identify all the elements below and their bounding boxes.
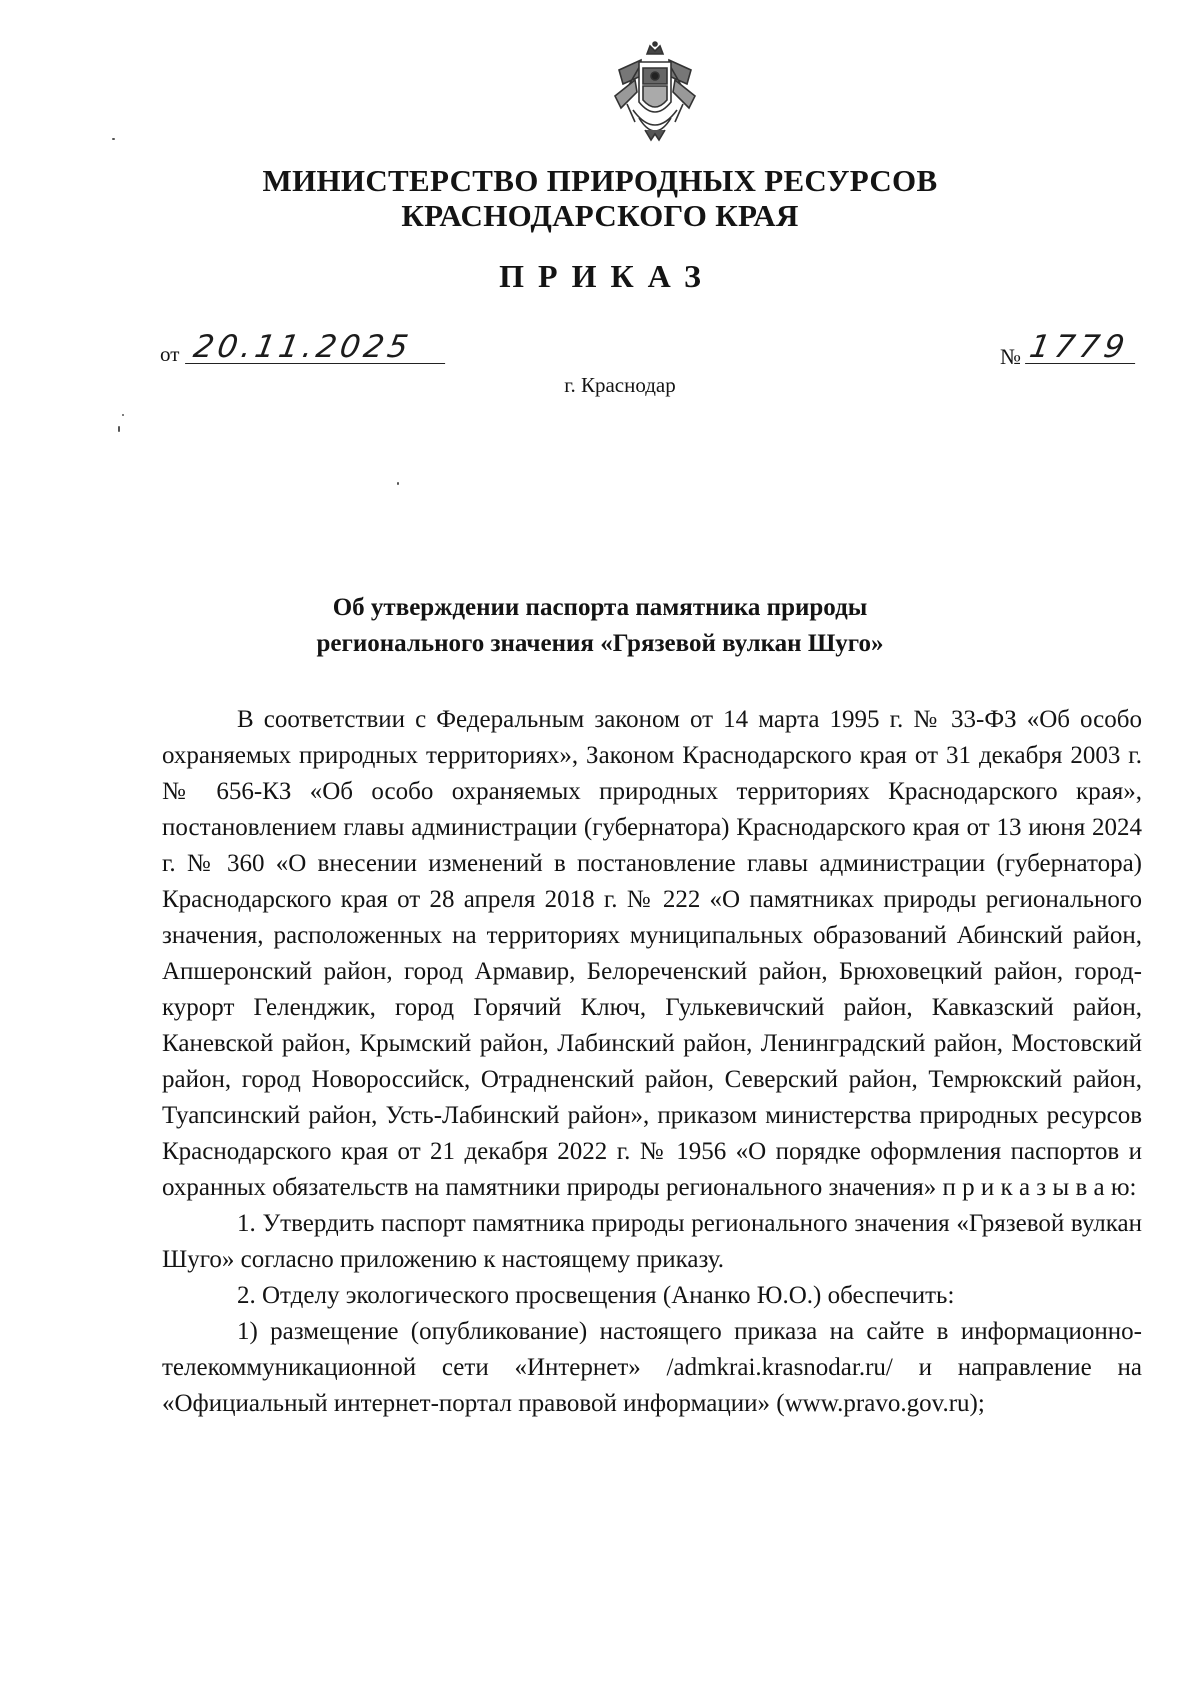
item-2-1-paragraph: 1) размещение (опубликование) настоящего приказа на сайте в информационно-телекоммуникационной сети «Интернет» /admkrai.krasnodar.ru/ и направление на «Официальный интернет-портал правовой информации» (www.pravo.gov.ru); [162,1318,1142,1417]
document-body [162,702,1142,1422]
city: г. Краснодар [564,373,676,397]
scan-speck [122,414,124,416]
scan-speck [112,138,115,140]
item-2-paragraph: 2. Отделу экологического просвещения (Ананко Ю.О.) обеспечить: [237,1282,955,1309]
ministry-name-line2: КРАСНОДАРСКОГО КРАЯ [401,198,799,233]
scan-speck [118,426,120,432]
number-prefix: № [1000,344,1021,369]
document-type: ПРИКАЗ [499,258,715,294]
document-number: 1779 [1025,330,1141,364]
title-line2: регионального значения «Грязевой вулкан Шуго» [316,630,884,657]
ministry-name-line1: МИНИСТЕРСТВО ПРИРОДНЫХ РЕСУРСОВ [262,163,938,198]
item-1-paragraph: 1. Утвердить паспорт памятника природы регионального значения «Грязевой вулкан Шуго» согласно приложению к настоящему приказу. [162,1210,1142,1273]
coat-of-arms-icon [605,40,705,150]
date-prefix: от [160,342,180,366]
document-date: 20.11.2025 [185,330,451,364]
preamble-paragraph: В соответствии с Федеральным законом от 14 марта 1995 г. № 33-ФЗ «Об особо охраняемых природных территориях», Законом Краснодарского края от 31 декабря 2003 г. № 656-КЗ «Об особо охраняемых природных территориях Краснодарского края», постановлением главы администрации (губернатора) Краснодарского края от 13 июня 2024 г. № 360 «О внесении изменений в постановление главы администрации (губернатора) Краснодарского края от 28 апреля 2018 г. № 222 «О памятниках природы регионального значения, расположенных на территориях муниципальных образований Абинский район, Апшеронский район, город Армавир, Белореченский район, Брюховецкий район, город-курорт Геленджик, город Горячий Ключ, Гулькевичский район, Кавказский район, Каневской район, Крымский район, Лабинский район, Ленинградский район, Мостовский район, город Новороссийск, Отрадненский район, Северский район, Темрюкский район, Туапсинский район, Усть-Лабинский район», приказом министерства природных ресурсов Краснодарского края от 21 декабря 2022 г. № 1956 «О порядке оформления паспортов и охранных обязательств на памятники природы регионального значения» п р и к а з ы в а ю: [162,706,1142,1201]
scan-speck [397,482,399,485]
title-line1: Об утверждении паспорта памятника природы [332,594,868,621]
